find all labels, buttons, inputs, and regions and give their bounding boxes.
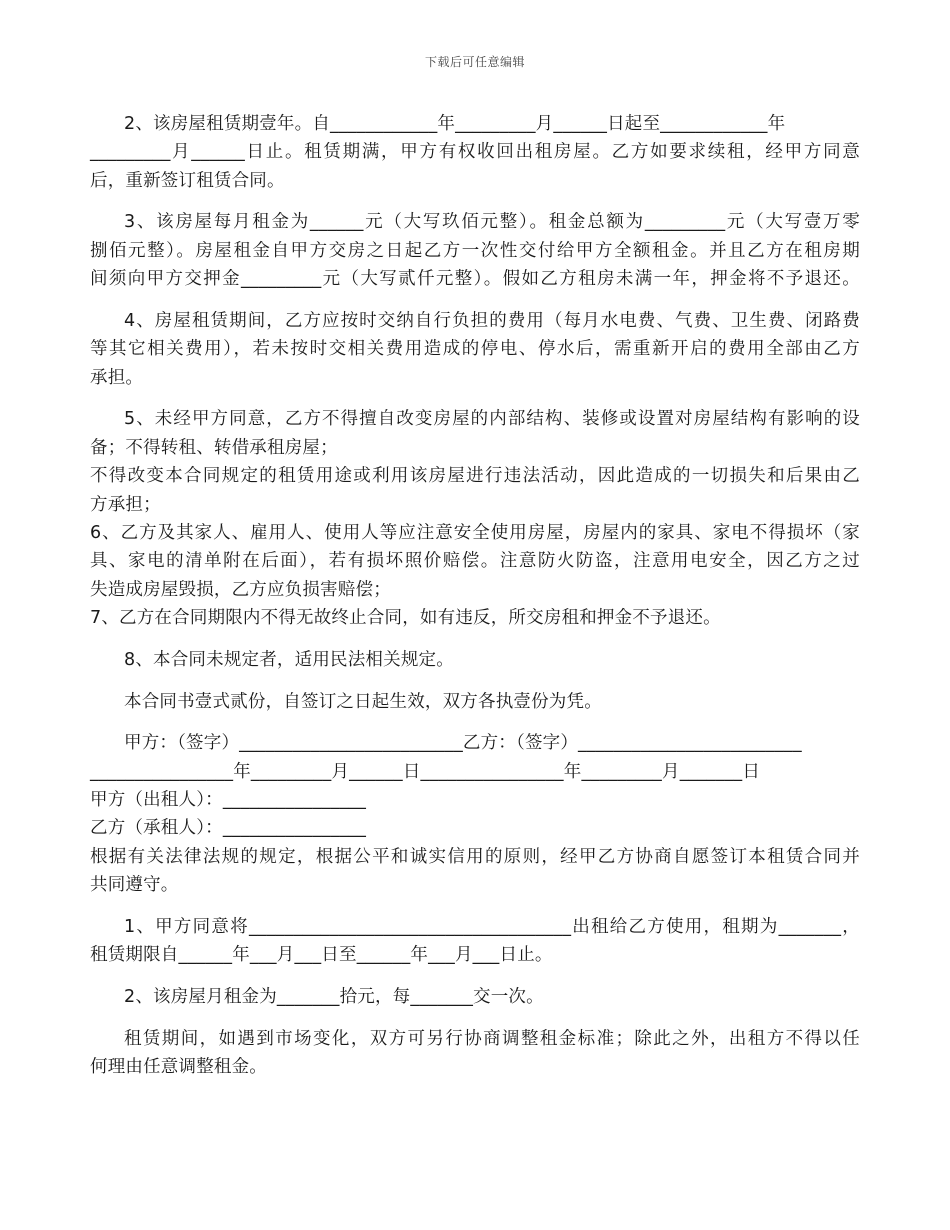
copies-statement [90,688,860,716]
text-line: 间须向甲方交押金_________元（大写贰仟元整）。假如乙方租房未满一年，押金将不予退还。 [90,269,860,290]
text-line: 6、乙方及其家人、雇用人、使用人等应注意安全使用房屋，房屋内的家具、家电不得损坏（家 [90,522,860,543]
clause-5-usage [90,462,860,519]
lessee-line: 乙方（承租人）：________________ [90,818,367,839]
text-line: 2、该房屋租赁期壹年。自____________年_________月______日起至____________年 [124,114,786,134]
text-line: 备；不得转租、转借承租房屋； [90,437,338,458]
text-line: 租赁期间，如遇到市场变化，双方可另行协商调整租金标准；除此之外，出租方不得以任 [124,1028,860,1049]
clause-4-fees [90,307,860,392]
clause-2-lease-term [90,110,860,195]
text-line: 方承担； [90,494,161,515]
text-line: _________月______日止。租赁期满，甲方有权收回出租房屋。乙方如要求续租，经甲方同意 [90,142,860,163]
rent-adjustment [90,1025,860,1082]
text-line: 5、未经甲方同意，乙方不得擅自改变房屋的内部结构、装修或设置对房屋结构有影响的设 [124,409,860,430]
text-line: 不得改变本合同规定的租赁用途或利用该房屋进行违法活动，因此造成的一切损失和后果由乙 [90,466,860,487]
item-2-monthly-rent [90,983,860,1011]
clause-6-safety [90,519,860,604]
clause-7-termination [90,604,860,632]
text-line: 具、家电的清单附在后面），若有损坏照价赔偿。注意防火防盗，注意用电安全，因乙方之过 [90,551,860,572]
text-line: 2、该房屋月租金为_______拾元，每_______交一次。 [124,986,544,1007]
clause-8-civil-law [90,646,860,674]
text-line: 失造成房屋毁损，乙方应负损害赔偿； [90,579,391,600]
text-line: 租赁期限自______年___月___日至______年___月___日止。 [90,945,553,966]
clause-5-alterations [90,405,860,462]
item-1-lease-term [90,913,860,970]
text-line: 承担。 [90,367,144,388]
lessor-line: 甲方（出租人）：________________ [90,789,367,810]
lessor-field [90,786,860,814]
text-line: 根据有关法律法规的规定，根据公平和诚实信用的原则，经甲乙方协商自愿签订本租赁合同并 [90,846,860,867]
text-line: 共同遵守。 [90,875,179,896]
download-note: 下载后可任意编辑 [424,55,525,69]
clause-3-rent [90,208,860,293]
text-line: 4、房屋租赁期间，乙方应按时交纳自行负担的费用（每月水电费、气费、卫生费、闭路费 [124,310,860,331]
text-line: 7、乙方在合同期限内不得无故终止合同，如有违反，所交房租和押金不予退还。 [90,608,721,629]
text-line: 后，重新签订租赁合同。 [90,170,285,191]
text-line: 本合同书壹式贰份，自签订之日起生效，双方各执壹份为凭。 [124,691,602,712]
contract-body [90,110,860,1081]
text-line: 1、甲方同意将____________________________________出租给乙方使用，租期为_______， [124,916,860,937]
text-line: 8、本合同未规定者，适用民法相关规定。 [124,649,454,670]
text-line: 等其它相关费用），若未按时交相关费用造成的停电、停水后，需重新开启的费用全部由乙方 [90,339,860,360]
signature-line: 甲方：（签字）_________________________乙方：（签字）_________________________ [124,733,802,754]
lessee-field [90,814,860,842]
preamble [90,843,860,900]
text-line: 何理由任意调整租金。 [90,1057,267,1077]
signature-date-line: ________________年_________月______日________________年_________月_______日 [90,761,761,782]
signature-block [90,729,860,786]
text-line: 3、该房屋每月租金为______元（大写玖佰元整）。租金总额为_________元（大写壹万零 [124,212,860,233]
text-line: 捌佰元整）。房屋租金自甲方交房之日起乙方一次性交付给甲方全额租金。并且乙方在租房期 [90,240,860,261]
